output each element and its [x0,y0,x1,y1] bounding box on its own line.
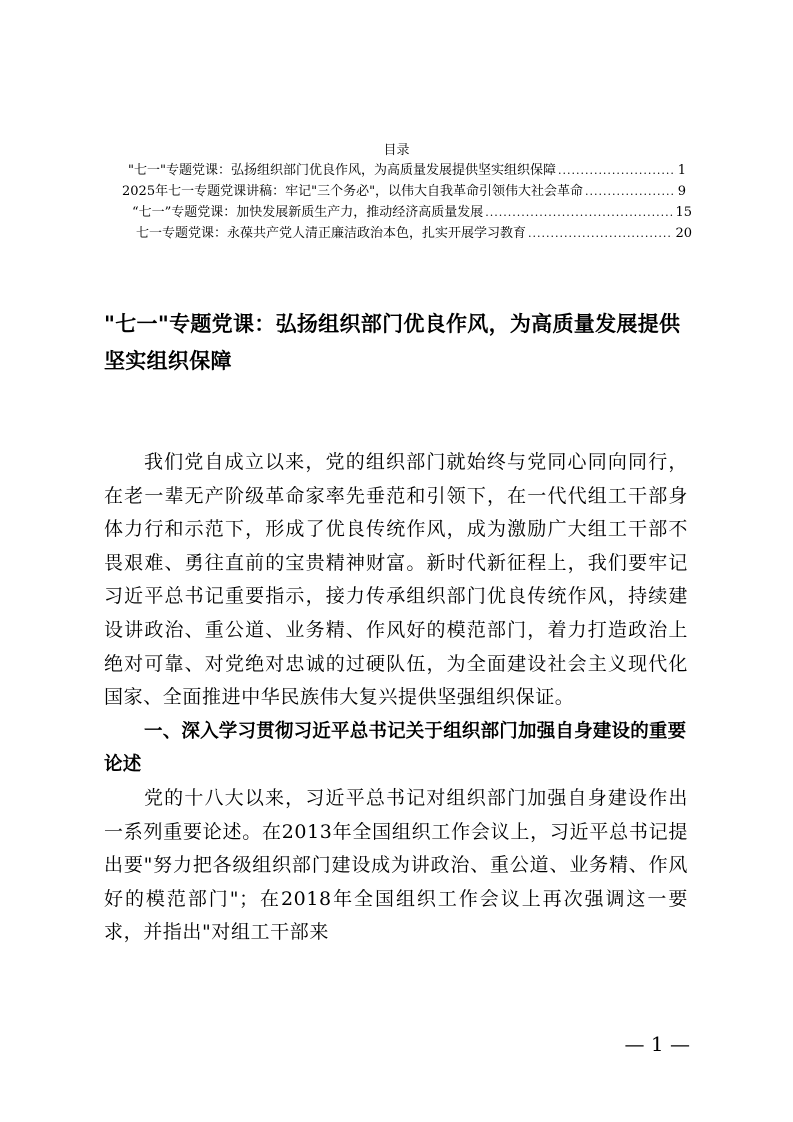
toc-entry-page: 9 [677,184,686,199]
toc-entry-text: "七一"专题党课：弘扬组织部门优良作风，为高质量发展提供坚实组织保障 [128,163,556,178]
toc-leader-dots [558,162,676,180]
toc-entry[interactable] [132,204,692,222]
toc-entry[interactable] [136,225,692,243]
toc-entry-text: 七一专题党课：永葆共产党人清正廉洁政治本色，扎实开展学习教育 [136,226,527,241]
toc-leader-dots [528,225,673,243]
toc-title: 目录 [383,143,410,158]
section-heading: 一、深入学习贯彻习近平总书记关于组织部门加强自身建设的重要论述 [104,720,687,776]
toc-entry-page: 1 [677,163,686,178]
article-title: "七一"专题党课：弘扬组织部门优良作风，为高质量发展提供坚实组织保障 [104,312,681,373]
toc-entry[interactable] [128,162,686,180]
intro-paragraph: 我们党自成立以来，党的组织部门就始终与党同心同向同行，在老一辈无产阶级革命家率先垂范和引领下，在一代代组工干部身体力行和示范下，形成了优良传统作风，成为激励广大组工干部不畏艰难、勇往直前的宝贵精神财富。新时代新征程上，我们要牢记习近平总书记重要指示，接力传承组织部门优良传统作风，持续建设讲政治、重公道、业务精、作风好的模范部门，着力打造政治上绝对可靠、对党绝对忠诚的过硬队伍，为全面建设社会主义现代化国家、全面推进中华民族伟大复兴提供坚强组织保证。 [104,451,688,709]
toc-entry-page: 20 [675,226,692,241]
toc-entry-page: 15 [675,205,692,220]
toc-leader-dots [585,183,676,201]
toc-entry[interactable] [122,183,686,201]
page-number: — 1 — [624,1032,690,1056]
toc-entry-text: 2025年七一专题党课讲稿：牢记"三个务必"，以伟大自我革命引领伟大社会革命 [122,184,584,199]
section-paragraph: 党的十八大以来，习近平总书记对组织部门加强自身建设作出一系列重要论述。在2013年全国组织工作会议上，习近平总书记提出要"努力把各级组织部门建设成为讲政治、重公道、业务精、作风好的模范部门"；在2018年全国组织工作会议上再次强调这一要求，并指出"对组工干部来 [104,786,688,944]
toc-leader-dots [485,204,673,222]
toc-entry-text: “七一”专题党课：加快发展新质生产力，推动经济高质量发展 [132,205,484,220]
article-body [104,446,688,950]
